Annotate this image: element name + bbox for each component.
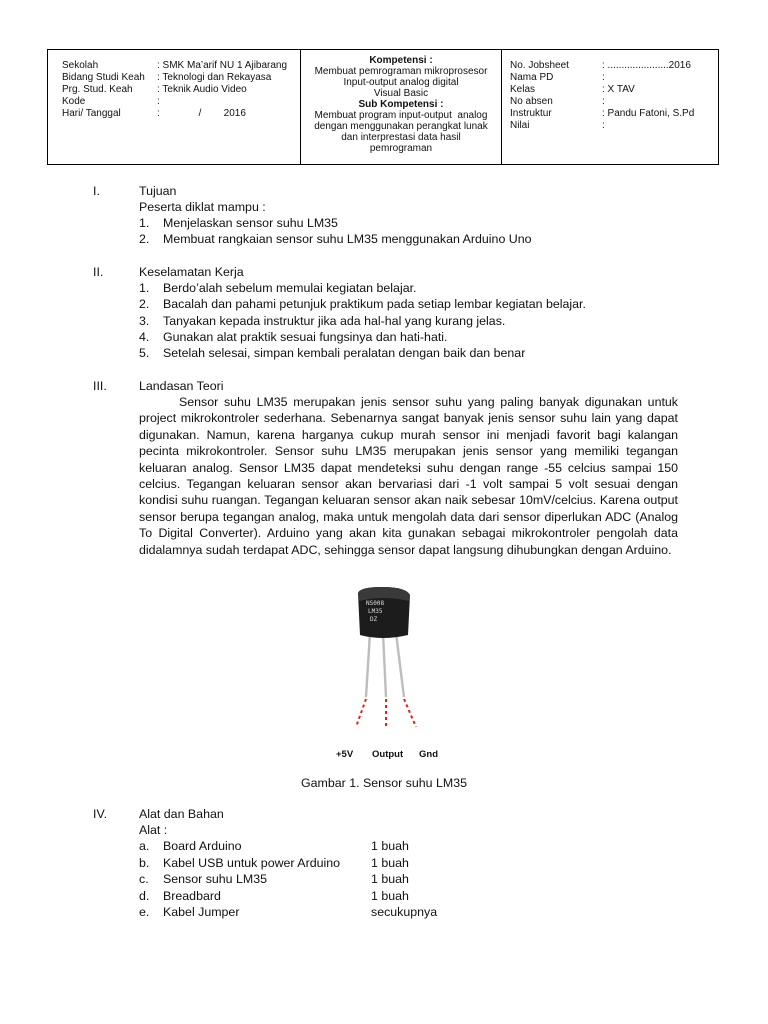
header-school-info (48, 50, 301, 164)
header-value: : Pandu Fatoni, S.Pd (602, 108, 695, 119)
list-item (139, 855, 340, 871)
header-key: Kode (62, 96, 86, 107)
chip-marking: LM35 (368, 608, 383, 615)
list-text: Kabel USB untuk power Arduino (163, 856, 341, 870)
section-number: III. (93, 379, 107, 393)
header-key: Sekolah (62, 60, 99, 71)
competency-line: Input-output analog digital (343, 77, 459, 88)
list-text: Gunakan alat praktik sesuai fungsinya dan hati-hati. (163, 330, 448, 344)
header-row (62, 96, 300, 108)
item-quantity: 1 buah (371, 889, 409, 903)
list-text: Tanyakan kepada instruktur jika ada hal-hal yang kurang jelas. (163, 314, 506, 328)
section-subtitle: Alat : (139, 823, 168, 837)
list-marker: c. (139, 872, 149, 886)
list-text: Bacalah dan pahami petunjuk praktikum pada setiap lembar kegiatan belajar. (163, 297, 586, 311)
list-text: Sensor suhu LM35 (163, 872, 268, 886)
list-text: Breadbard (163, 889, 221, 903)
list-marker: 4. (139, 330, 150, 344)
section-number: I. (93, 184, 100, 198)
list-item (139, 215, 338, 231)
header-row (62, 84, 300, 96)
header-row (510, 60, 718, 72)
list-item (139, 280, 416, 296)
sub-competency-title: Sub Kompetensi : (358, 99, 444, 110)
header-value: : (602, 72, 605, 83)
list-marker: 1. (139, 281, 150, 295)
list-text: Berdo’alah sebelum memulai kegiatan belajar. (163, 281, 417, 295)
sub-competency-line: dengan menggunakan perangkat lunak (314, 121, 488, 132)
header-key: No. Jobsheet (510, 60, 569, 71)
list-item (139, 904, 239, 920)
header-key: Bidang Studi Keah (62, 72, 145, 83)
header-key: Prg. Stud. Keah (62, 84, 133, 95)
figure-caption: Gambar 1. Sensor suhu LM35 (301, 776, 467, 790)
chip-marking: DZ (370, 616, 378, 623)
header-value: : / 2016 (157, 108, 246, 119)
list-item (139, 296, 586, 312)
header-value: : Teknik Audio Video (157, 84, 247, 95)
header-value: : (602, 120, 605, 131)
list-marker: 1. (139, 216, 150, 230)
header-competency (301, 50, 502, 164)
list-item (139, 871, 267, 887)
sub-competency-line: Membuat program input-output analog (314, 110, 488, 121)
pin-label: +5V (336, 749, 354, 760)
header-key: Hari/ Tanggal (62, 108, 121, 119)
list-item (139, 888, 221, 904)
list-item (139, 231, 532, 247)
list-item (139, 345, 525, 361)
header-value: : (157, 96, 160, 107)
list-marker: e. (139, 905, 150, 919)
section-number: II. (93, 265, 104, 279)
header-row (62, 72, 300, 84)
lm35-sensor-image (356, 587, 416, 727)
list-marker: 2. (139, 232, 150, 246)
section-title: Tujuan (139, 184, 177, 198)
pin-label: Gnd (419, 749, 438, 760)
list-marker: 3. (139, 314, 150, 328)
section-intro: Peserta diklat mampu : (139, 200, 266, 214)
item-quantity: secukupnya (371, 905, 438, 919)
header-row (510, 108, 718, 120)
list-item (139, 838, 242, 854)
lm35-sensor-figure (330, 585, 440, 765)
header-value: : SMK Ma’arif NU 1 Ajibarang (157, 60, 288, 71)
header-row (510, 120, 718, 132)
competency-line: Membuat pemrograman mikroprosesor (314, 66, 488, 77)
competency-title: Kompetensi : (369, 55, 433, 66)
list-text: Board Arduino (163, 839, 242, 853)
list-marker: 5. (139, 346, 150, 360)
header-row (62, 60, 300, 72)
chip-marking: NS008 (366, 600, 385, 607)
header-key: Nama PD (510, 72, 554, 83)
jobsheet-header (47, 49, 719, 165)
sub-competency-line: dan interprestasi data hasil (341, 132, 461, 143)
section-number: IV. (93, 807, 108, 821)
list-item (139, 313, 505, 329)
list-text: Menjelaskan sensor suhu LM35 (163, 216, 338, 230)
list-marker: a. (139, 839, 150, 853)
header-key: Nilai (510, 120, 530, 131)
theory-paragraph: Sensor suhu LM35 merupakan jenis sensor suhu yang paling banyak digunakan untuk project mikrokontroler sederhana. Sebenarnya sangat banyak jenis sensor suhu lain yang dapat digunakan. Namun, karena harganya cukup murah sensor ini menjadi favorit bagi kalangan pecinta mikrokontroler. Sensor suhu LM35 merupakan jenis sensor yang memiliki tegangan keluaran analog. Sensor LM35 dapat mendeteksi suhu dengan range -55 celcius sampai 150 celcius. Tegangan keluaran sensor akan bervariasi dari -1 volt sampai 5 volt sesuai dengan kondisi suhu ruangan. Tegangan keluaran sensor akan naik sebesar 10mV/celcius. Karena output sensor berupa tegangan analog, maka untuk mengolah data dari sensor diperlukan ADC (Analog To Digital Converter). Arduino yang akan kita gunakan sebagai mikrokontroler pengolah data didalamnya sudah terdapat ADC, sehingga sensor dapat langsung dihubungkan dengan Arduino. (139, 395, 678, 557)
item-quantity: 1 buah (371, 872, 409, 886)
header-key: Instruktur (510, 108, 552, 119)
section-title: Keselamatan Kerja (139, 265, 244, 279)
list-text: Kabel Jumper (163, 905, 240, 919)
list-item (139, 329, 447, 345)
section-title: Landasan Teori (139, 379, 224, 393)
header-value: : X TAV (602, 84, 635, 95)
section-title: Alat dan Bahan (139, 807, 224, 821)
sub-competency-line: pemrograman (369, 143, 433, 154)
competency-line: Visual Basic (373, 88, 429, 99)
header-key: No absen (510, 96, 553, 107)
header-value: : Teknologi dan Rekayasa (157, 72, 272, 83)
list-marker: 2. (139, 297, 150, 311)
list-text: Membuat rangkaian sensor suhu LM35 menggunakan Arduino Uno (163, 232, 532, 246)
header-value: : (602, 96, 605, 107)
header-student-info (502, 50, 718, 164)
item-quantity: 1 buah (371, 856, 409, 870)
list-marker: b. (139, 856, 150, 870)
header-key: Kelas (510, 84, 536, 95)
header-row (510, 84, 718, 96)
header-value: : ......................2016 (602, 60, 691, 71)
list-text: Setelah selesai, simpan kembali peralatan dengan baik dan benar (163, 346, 526, 360)
item-quantity: 1 buah (371, 839, 409, 853)
list-marker: d. (139, 889, 150, 903)
pin-label: Output (372, 749, 404, 760)
header-row (510, 96, 718, 108)
header-row (62, 108, 300, 120)
header-row (510, 72, 718, 84)
